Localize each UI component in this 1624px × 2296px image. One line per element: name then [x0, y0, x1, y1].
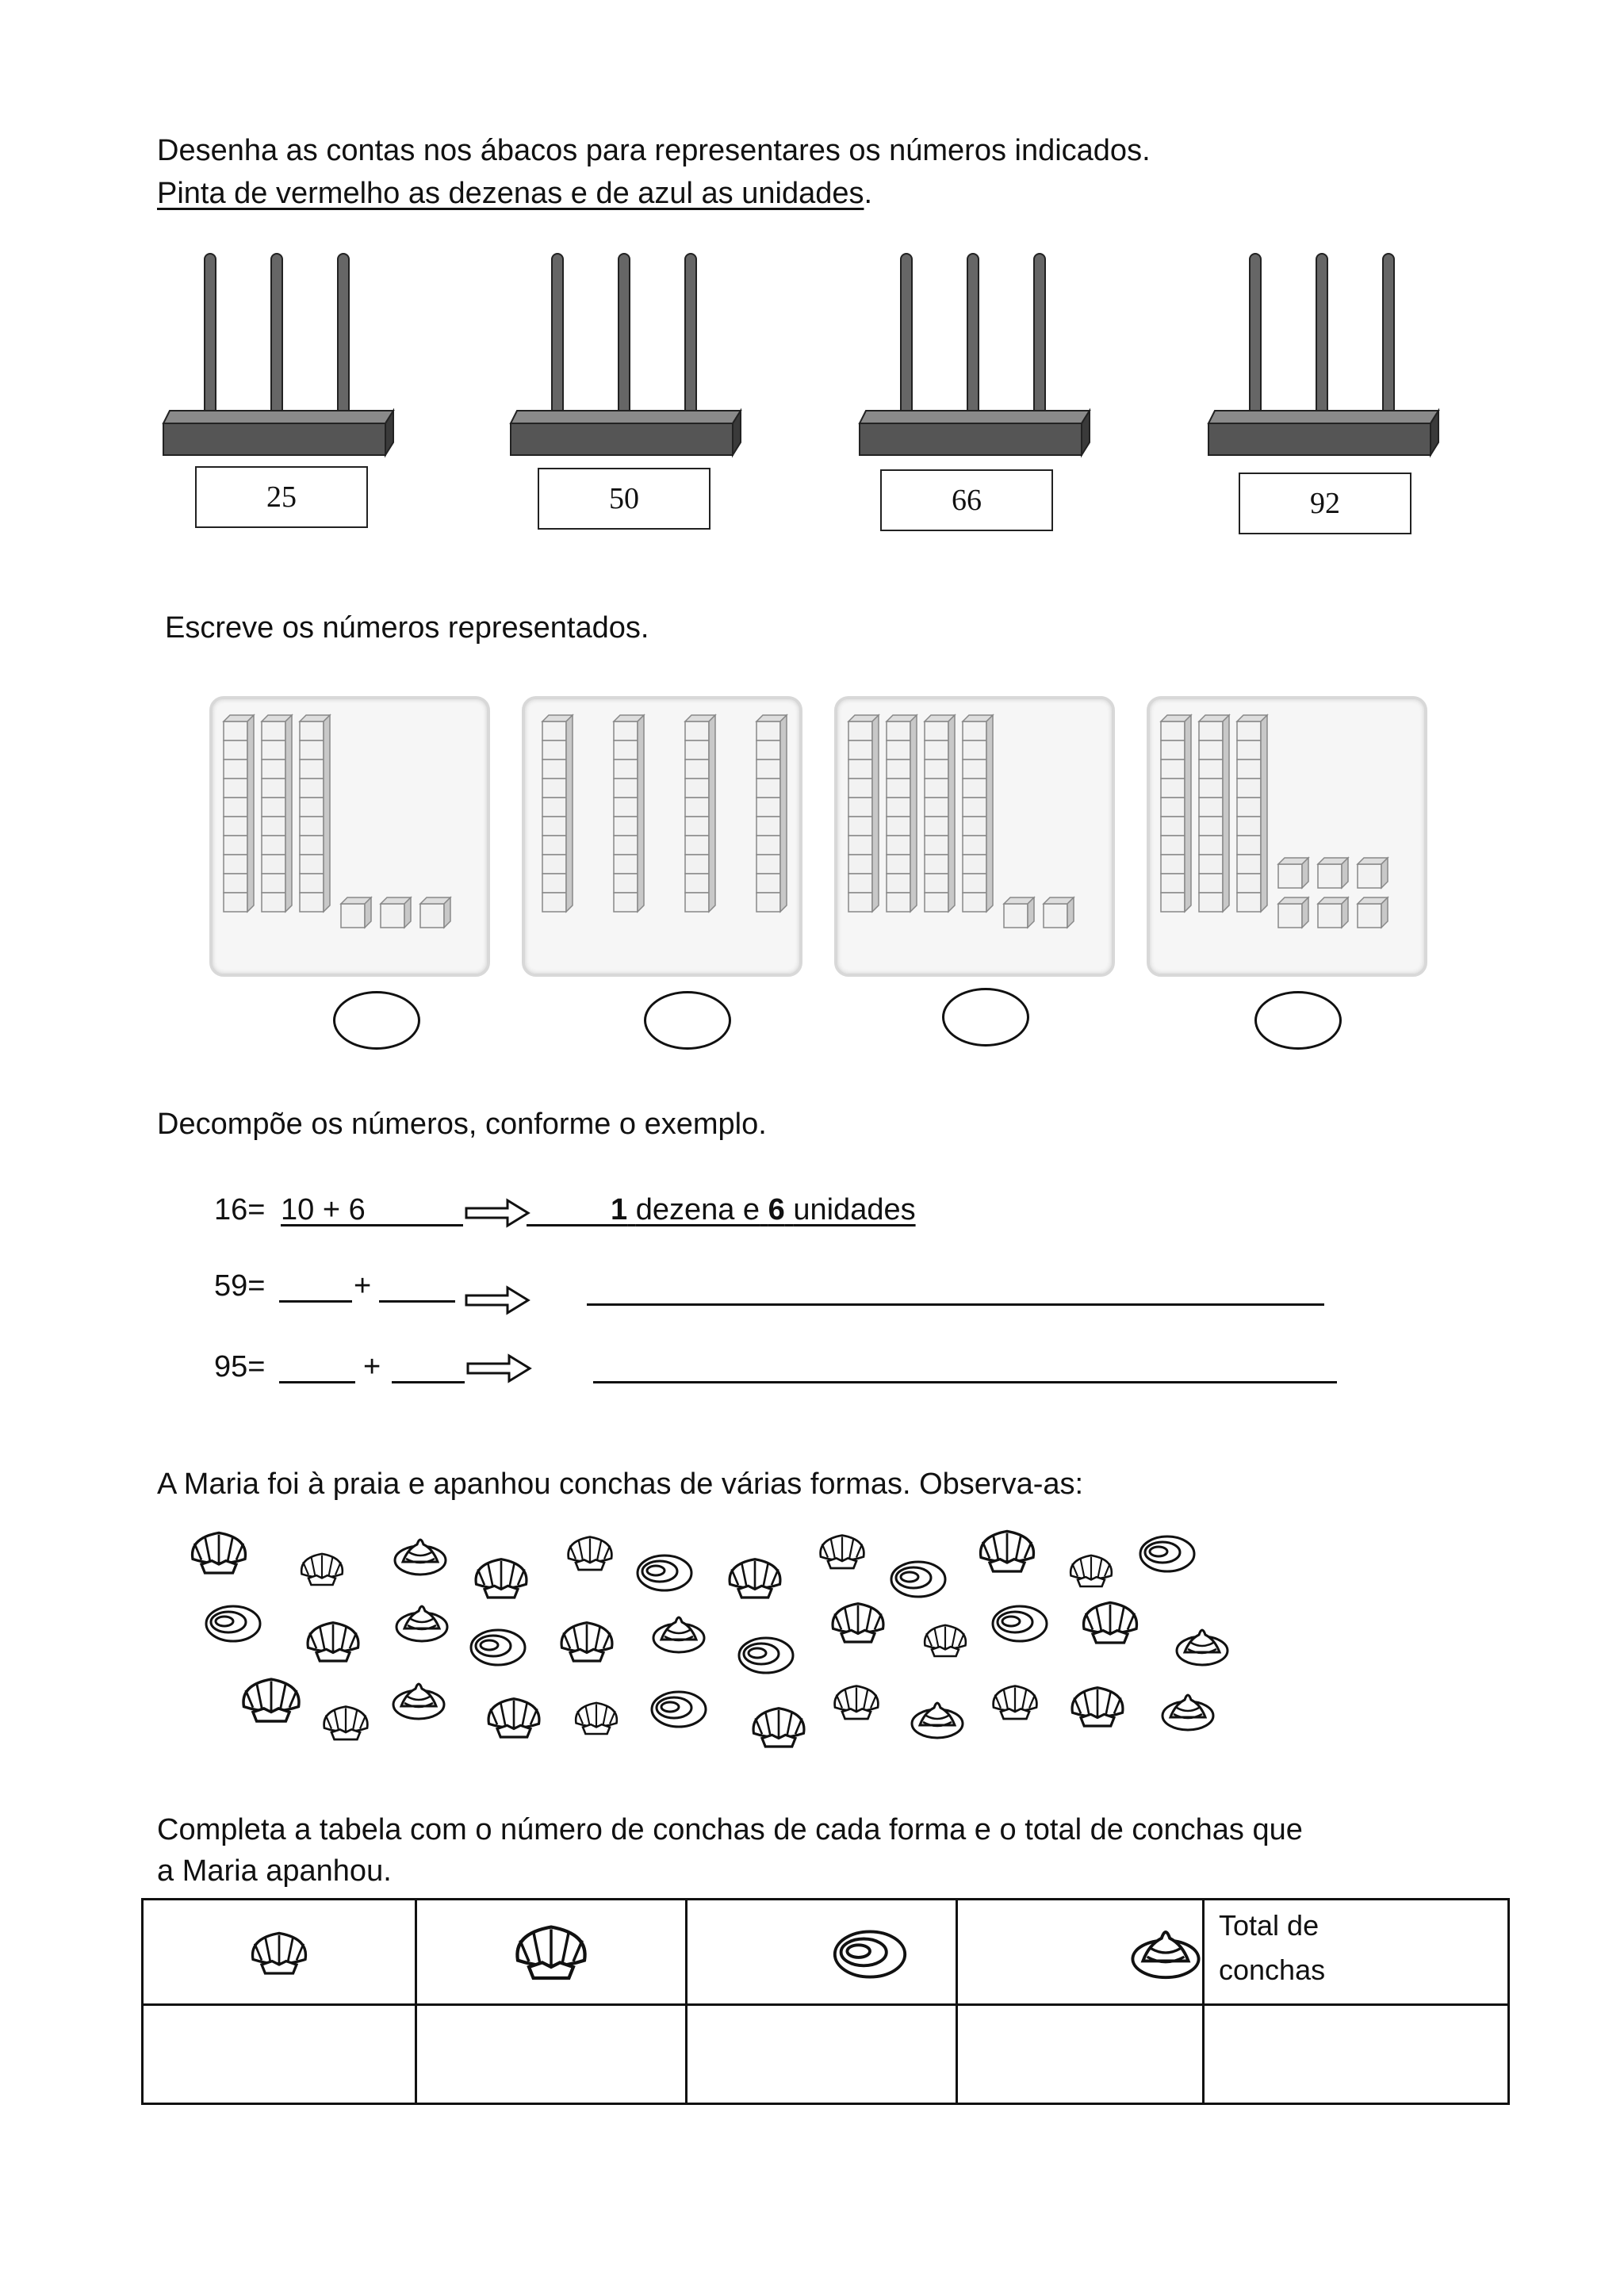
abacus-1: [155, 247, 398, 461]
ten-rod: [614, 715, 644, 912]
unit-cube: [1318, 897, 1348, 928]
row-59-answer-line[interactable]: [587, 1303, 1324, 1306]
unit-cube: [341, 897, 371, 928]
example-units: 6: [768, 1193, 785, 1226]
spiral-shell-icon: [206, 1606, 260, 1641]
abacus-number-1: 25: [195, 466, 368, 528]
answer-cell-small-scallop[interactable]: [143, 2005, 416, 2104]
abacus-number-2: 50: [538, 468, 710, 530]
total-header-line1: Total de: [1219, 1909, 1320, 1942]
example-underline-2: [527, 1224, 612, 1226]
abacus-number-4: 92: [1239, 473, 1411, 534]
unit-cube: [1004, 897, 1034, 928]
cone-shell-icon: [1177, 1630, 1228, 1665]
instruction-colors-text: Pinta de vermelho as dezenas e de azul as unidades: [157, 177, 864, 210]
scallop-shell-icon: [753, 1709, 804, 1747]
abacus-3: [852, 247, 1094, 461]
scallop-shell-icon: [243, 1679, 299, 1721]
scallop-shell-icon: [301, 1554, 343, 1585]
answer-cell-total[interactable]: [1204, 2005, 1509, 2104]
scallop-shell-icon: [925, 1625, 966, 1656]
ten-rod: [300, 715, 330, 912]
scallop-shell-icon: [576, 1703, 617, 1734]
row-59-blank-tens[interactable]: [279, 1300, 352, 1303]
ten-rod: [963, 715, 993, 912]
base-ten-panel-4: [1147, 696, 1427, 977]
example-result: [611, 1189, 916, 1230]
scallop-shell-icon: [981, 1531, 1034, 1571]
example-underline-1: [365, 1224, 463, 1226]
instruction-table-2: a Maria apanhou.: [157, 1854, 392, 1888]
scallop-shell-icon: [994, 1686, 1037, 1719]
instruction-table-1: Completa a tabela com o número de conchas de cada forma e o total de conchas que: [157, 1813, 1303, 1846]
answer-oval-4[interactable]: [1254, 991, 1342, 1050]
scallop-shell-icon: [833, 1604, 883, 1642]
header-small-scallop: [143, 1900, 416, 2005]
base-ten-blocks-4: [1150, 699, 1424, 974]
row-95-answer-line[interactable]: [593, 1381, 1337, 1383]
small-scallop-icon: [243, 1916, 315, 1988]
unit-cube: [1358, 897, 1388, 928]
cone-shell-icon: [395, 1540, 446, 1575]
row-95-blank-tens[interactable]: [279, 1381, 355, 1383]
abacus-number-3: 66: [880, 469, 1053, 531]
ten-rod: [1237, 715, 1267, 912]
instruction-shells: A Maria foi à praia e apanhou conchas de várias formas. Observa-as:: [157, 1468, 1084, 1501]
answer-oval-2[interactable]: [644, 991, 731, 1050]
example-sum: 10 + 6: [281, 1193, 366, 1226]
row-95-lhs: 95=: [214, 1350, 266, 1383]
shell-count-table: [141, 1898, 1510, 2105]
ten-rod: [756, 715, 787, 912]
scallop-shell-icon: [488, 1699, 539, 1737]
unit-cube: [1044, 897, 1074, 928]
scallop-shell-icon: [561, 1623, 612, 1661]
answer-cell-large-scallop[interactable]: [416, 2005, 687, 2104]
row-59-lhs: 59=: [214, 1269, 266, 1303]
scallop-shell-icon: [308, 1623, 358, 1661]
unit-cube: [1278, 858, 1308, 888]
spiral-shell-icon: [652, 1692, 706, 1727]
instruction-colors-period: .: [864, 177, 873, 210]
table-answer-row: [143, 2005, 1509, 2104]
cone-shell-icon: [396, 1606, 447, 1641]
cone-shell-icon: [912, 1703, 963, 1738]
ten-rod: [887, 715, 917, 912]
spiral-shell-icon: [1140, 1536, 1194, 1571]
base-ten-panel-1: [209, 696, 490, 977]
ten-rod: [542, 715, 573, 912]
example-tens: 1: [611, 1193, 628, 1226]
instruction-write-numbers: Escreve os números representados.: [165, 611, 649, 645]
base-ten-panel-3: [834, 696, 1115, 977]
scallop-shell-icon: [730, 1559, 780, 1598]
answer-oval-1[interactable]: [333, 991, 420, 1050]
row-95-plus: +: [363, 1350, 381, 1383]
row-95-blank-units[interactable]: [392, 1381, 465, 1383]
cone-shell-icon: [1162, 1695, 1213, 1730]
large-scallop-icon: [500, 1916, 603, 1988]
scallop-shell-icon: [835, 1686, 879, 1719]
scallop-shell-icon: [821, 1536, 864, 1568]
header-cone-shell: [957, 1900, 1204, 2005]
spiral-shell-icon: [830, 1916, 910, 1988]
cone-shell-icon: [653, 1617, 704, 1652]
header-total: [1204, 1900, 1509, 2005]
unit-cube: [1318, 858, 1348, 888]
scallop-shell-icon: [476, 1559, 527, 1598]
instruction-decompose: Decompõe os números, conforme o exemplo.: [157, 1108, 767, 1141]
ten-rod: [685, 715, 715, 912]
spiral-shell-icon: [993, 1606, 1047, 1641]
ten-rod: [848, 715, 879, 912]
scallop-shell-icon: [324, 1707, 368, 1739]
example-units-word: unidades: [793, 1193, 916, 1226]
scallop-shell-icon: [1072, 1688, 1123, 1726]
scallop-shell-icon: [569, 1537, 612, 1570]
ten-rod: [1161, 715, 1191, 912]
ten-rod: [1199, 715, 1229, 912]
arrow-icon: [466, 1213, 530, 1240]
arrow-icon: [466, 1300, 530, 1327]
spiral-shell-icon: [471, 1630, 525, 1665]
total-header-line2: conchas: [1219, 1954, 1326, 1986]
scallop-shell-icon: [193, 1533, 246, 1573]
spiral-shell-icon: [638, 1556, 691, 1590]
shells-illustration: [159, 1506, 1269, 1776]
cone-shell-icon: [393, 1684, 444, 1719]
header-large-scallop: [416, 1900, 687, 2005]
instruction-abacus: Desenha as contas nos ábacos para representares os números indicados.: [157, 134, 1151, 167]
abacus-2: [503, 247, 745, 461]
base-ten-panel-2: [522, 696, 802, 977]
cone-shell-icon: [1131, 1916, 1202, 1988]
header-spiral-shell: [687, 1900, 957, 2005]
example-lhs: 16=: [214, 1193, 266, 1226]
unit-cube: [1278, 897, 1308, 928]
ten-rod: [224, 715, 254, 912]
row-59-blank-units[interactable]: [379, 1300, 455, 1303]
answer-cell-spiral[interactable]: [687, 2005, 957, 2104]
example-tens-word: dezena e: [635, 1193, 760, 1226]
ten-rod: [925, 715, 955, 912]
unit-cube: [381, 897, 411, 928]
arrow-icon: [468, 1368, 531, 1395]
answer-oval-3[interactable]: [942, 988, 1029, 1047]
scallop-shell-icon: [1084, 1602, 1137, 1643]
scallop-shell-icon: [1071, 1556, 1112, 1586]
row-59-plus: +: [354, 1269, 372, 1303]
unit-cube: [1358, 858, 1388, 888]
answer-cell-cone[interactable]: [957, 2005, 1204, 2104]
base-ten-blocks-1: [213, 699, 487, 974]
instruction-colors: [157, 173, 872, 214]
table-header-row: [143, 1900, 1509, 2005]
spiral-shell-icon: [739, 1638, 793, 1673]
unit-cube: [420, 897, 450, 928]
abacus-4: [1201, 247, 1443, 461]
ten-rod: [262, 715, 292, 912]
base-ten-blocks-2: [525, 699, 799, 974]
spiral-shell-icon: [891, 1562, 945, 1597]
base-ten-blocks-3: [837, 699, 1112, 974]
